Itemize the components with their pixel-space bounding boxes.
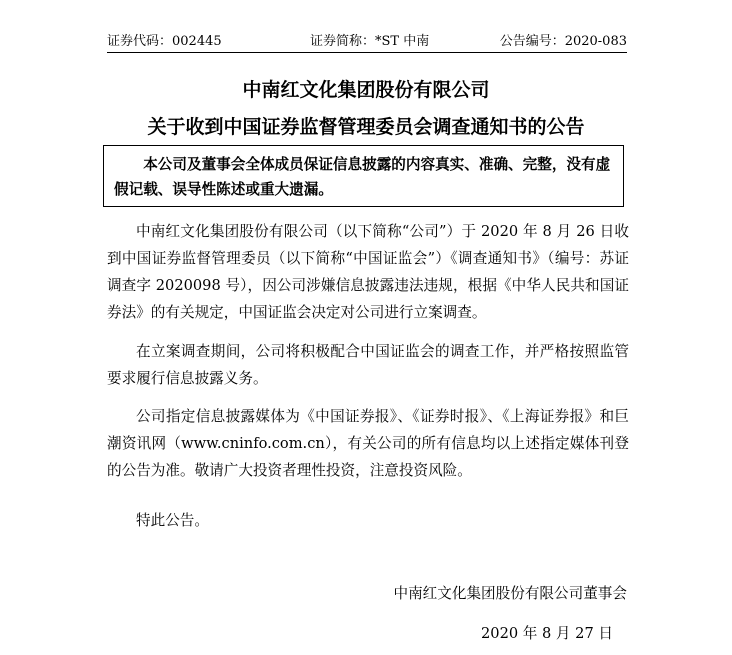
body-paragraph-cooperation: 在立案调查期间，公司将积极配合中国证监会的调查工作，并严格按照监管要求履行信息披露义务。 — [107, 343, 629, 387]
announcement-date: 2020 年 8 月 27 日 — [481, 625, 613, 642]
disclosure-notice-box — [103, 145, 624, 207]
body-paragraph-investigation: 中南红文化集团股份有限公司（以下简称“公司”）于 2020 年 8 月 26 日收到中国证券监督管理委员（以下简称“中国证监会”）《调查通知书》（编号：苏证调查字 2020098 号），因公司涉嫌信息披露违法违规，根据《中华人民共和国证券法》的有关规定，中国证监会决定对公司进行立案调查。 — [107, 223, 629, 321]
stock-code: 证券代码：002445 — [107, 34, 222, 49]
body-paragraph-closing: 特此公告。 — [136, 512, 209, 529]
header-divider — [107, 52, 627, 53]
document-header — [107, 32, 627, 52]
announcement-title: 关于收到中国证券监督管理委员会调查通知书的公告 — [147, 116, 585, 138]
announcement-number: 公告编号：2020-083 — [499, 34, 627, 49]
body-paragraph-media: 公司指定信息披露媒体为《中国证券报》、《证券时报》、《上海证券报》和巨潮资讯网（www.cninfo.com.cn），有关公司的所有信息均以上述指定媒体刊登的公告为准。敬请广大投资者理性投资，注意投资风险。 — [107, 408, 629, 479]
signer: 中南红文化集团股份有限公司董事会 — [393, 585, 627, 602]
disclosure-notice-text: 本公司及董事会全体成员保证信息披露的内容真实、准确、完整，没有虚假记载、误导性陈述或重大遗漏。 — [114, 156, 611, 198]
company-title: 中南红文化集团股份有限公司 — [242, 79, 490, 101]
stock-abbreviation: 证券简称：*ST 中南 — [310, 34, 430, 49]
